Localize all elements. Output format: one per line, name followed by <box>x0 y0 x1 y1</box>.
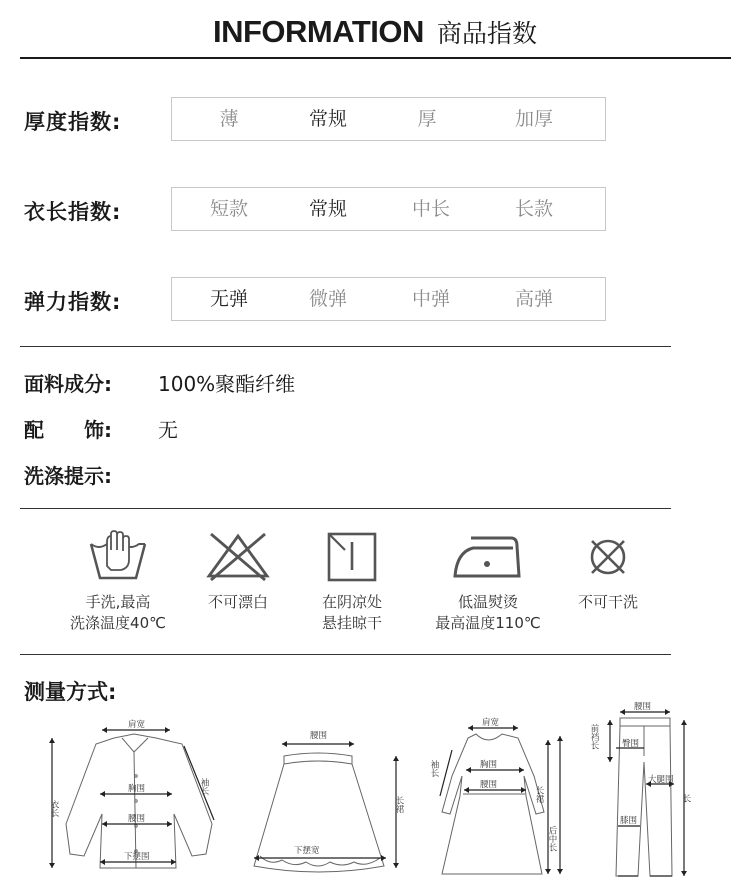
fabric-label: 面料成分: <box>24 372 112 396</box>
shirt-chest-label: 胸围 <box>128 784 146 794</box>
thickness-option: 厚 <box>417 108 437 130</box>
pants-rise-label: 前裆长 <box>589 724 599 750</box>
page-title <box>0 14 750 50</box>
section-divider <box>20 508 671 509</box>
pants-thigh-label: 大腿围 <box>648 775 674 785</box>
shirt-waist-label: 腰围 <box>128 814 146 824</box>
pants-waist-label: 腰围 <box>634 702 652 712</box>
thickness-index-label: 厚度指数: <box>24 110 122 134</box>
thickness-index-scale <box>171 97 606 141</box>
length-option: 长款 <box>514 198 553 220</box>
title-chinese: 商品指数 <box>436 19 537 48</box>
length-option: 短款 <box>209 198 248 220</box>
shirt-shoulder-label: 肩宽 <box>128 720 146 730</box>
skirt-length-label: 长裙 <box>394 796 404 813</box>
length-index-label: 衣长指数: <box>24 200 122 224</box>
shirt-length-label: 衣长 <box>49 800 59 817</box>
shirt-sleeve-label: 袖长 <box>199 778 209 795</box>
care-text: 在阴凉处 悬挂晾干 <box>321 593 382 632</box>
care-item-no-bleach <box>188 530 288 613</box>
elasticity-option: 高弹 <box>514 288 553 310</box>
thickness-option-selected: 常规 <box>308 108 347 130</box>
elasticity-option: 微弹 <box>308 288 347 310</box>
pants-measure-diagram <box>584 700 694 884</box>
care-item-shade-dry <box>300 530 404 634</box>
pants-hip-label: 臀围 <box>622 739 640 749</box>
pants-knee-label: 膝围 <box>620 816 638 826</box>
title-divider <box>20 57 731 59</box>
dress-sleeve-label: 袖长 <box>429 760 439 777</box>
dress-back-length-label: 后中长 <box>547 826 557 852</box>
thickness-option: 加厚 <box>514 108 553 130</box>
length-option-selected: 常规 <box>308 198 347 220</box>
skirt-hem-label: 下摆宽 <box>294 846 320 856</box>
low-iron-icon <box>451 530 525 584</box>
skirt-measure-diagram <box>246 716 416 882</box>
dress-shoulder-label: 肩宽 <box>482 718 500 728</box>
shirt-measure-diagram <box>44 716 234 882</box>
elasticity-index-label: 弹力指数: <box>24 290 122 314</box>
dress-waist-label: 腰围 <box>480 780 498 790</box>
hand-wash-icon <box>87 530 149 584</box>
pants-length-label: 长 <box>681 794 691 803</box>
elasticity-option-selected: 无弹 <box>209 288 248 310</box>
length-index-scale <box>171 187 606 231</box>
care-text: 不可干洗 <box>577 593 638 611</box>
care-text: 不可漂白 <box>207 593 268 611</box>
fabric-value: 100%聚酯纤维 <box>158 372 296 396</box>
elasticity-option: 中弹 <box>411 288 450 310</box>
measure-title: 测量方式: <box>24 680 117 704</box>
shade-dry-icon <box>325 530 379 584</box>
care-item-hand-wash <box>48 530 188 634</box>
care-item-low-iron <box>418 530 558 634</box>
skirt-waist-label: 腰围 <box>310 731 328 741</box>
accessory-label: 配 饰: <box>24 418 112 442</box>
accessory-value: 无 <box>158 418 178 442</box>
dress-length-label: 长裙 <box>534 786 544 803</box>
wash-tips-label: 洗涤提示: <box>24 464 112 488</box>
length-option: 中长 <box>411 198 450 220</box>
no-dry-clean-icon <box>581 530 635 584</box>
section-divider <box>20 654 671 655</box>
shirt-hem-label: 下摆围 <box>124 852 150 862</box>
dress-measure-diagram <box>426 716 576 882</box>
section-divider <box>20 346 671 347</box>
care-text: 手洗,最高 洗涤温度40℃ <box>70 593 166 632</box>
care-text: 低温熨烫 最高温度110℃ <box>435 593 541 632</box>
dress-chest-label: 胸围 <box>480 760 498 770</box>
elasticity-index-scale <box>171 277 606 321</box>
title-english: INFORMATION <box>212 14 424 49</box>
no-bleach-icon <box>203 530 273 584</box>
thickness-option: 薄 <box>219 108 239 130</box>
care-item-no-dry-clean <box>558 530 658 613</box>
